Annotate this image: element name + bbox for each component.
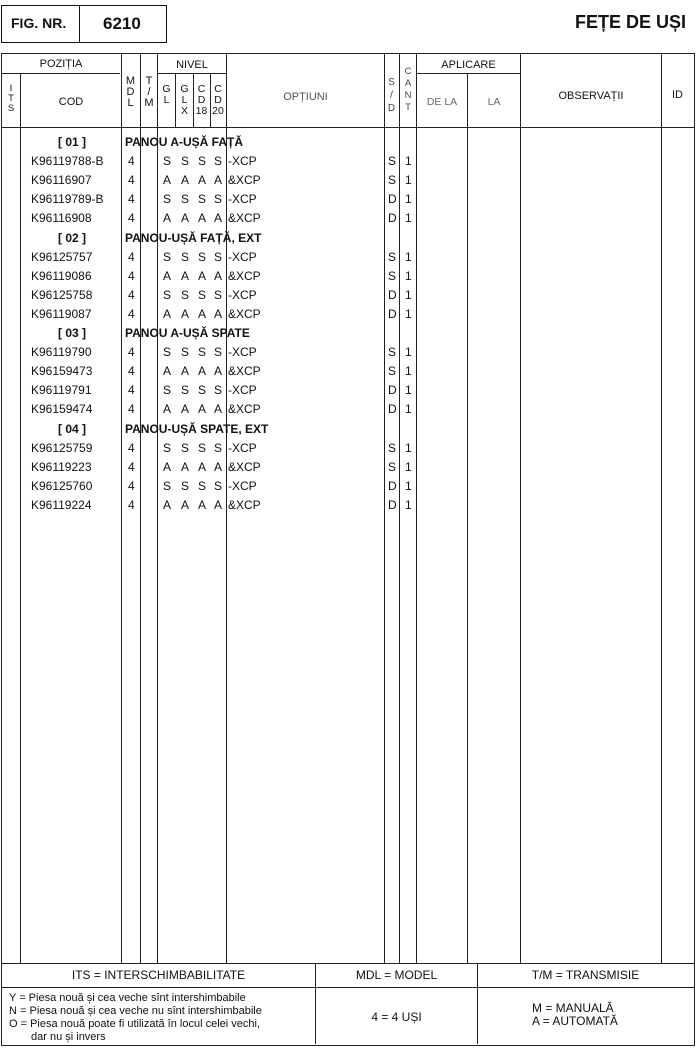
model-value: 4: [128, 383, 135, 398]
nivel-value: S: [198, 440, 207, 455]
part-code: K96125760: [31, 478, 93, 493]
nivel-value: S: [181, 249, 190, 264]
part-code: K96159473: [31, 364, 93, 379]
quantity-value: 1: [405, 440, 412, 455]
nivel-value: A: [163, 306, 172, 321]
nivel-value: A: [163, 268, 172, 283]
footer-mdl-title: MDL = MODEL: [355, 968, 438, 982]
header-de-la: DE LA: [426, 96, 458, 108]
nivel-value: A: [163, 497, 172, 512]
quantity-value: 1: [405, 364, 412, 379]
quantity-value: 1: [405, 173, 412, 188]
side-value: S: [388, 345, 397, 360]
nivel-value: A: [181, 211, 190, 226]
part-code: K96116908: [31, 211, 92, 226]
model-value: 4: [128, 306, 135, 321]
nivel-value: S: [163, 383, 172, 398]
nivel-value: A: [198, 268, 207, 283]
group-title: PANOU-UȘĂ FAȚĂ, EXT: [125, 230, 262, 245]
quantity-value: 1: [405, 154, 412, 169]
part-code: K96125757: [31, 249, 93, 264]
header-line-aplicare: [416, 73, 520, 74]
nivel-value: S: [163, 440, 172, 455]
nivel-value: S: [181, 345, 190, 360]
quantity-value: 1: [405, 287, 412, 302]
col-line-cod: [121, 53, 122, 963]
group-number: [ 01 ]: [58, 135, 87, 149]
nivel-value: S: [198, 287, 207, 302]
nivel-value: S: [214, 192, 223, 207]
part-code: K96119788-B: [31, 154, 104, 169]
model-value: 4: [128, 173, 135, 188]
footer-tm-title: T/M = TRANSMISIE: [531, 968, 640, 982]
header-la: LA: [487, 96, 501, 108]
part-code: K96119789-B: [31, 192, 104, 207]
header-bottom-line: [2, 127, 694, 128]
option-code: -XCP: [228, 154, 257, 169]
side-value: D: [388, 478, 397, 493]
header-aplicare: APLICARE: [441, 59, 496, 71]
nivel-value: A: [181, 173, 190, 188]
option-code: &XCP: [228, 268, 261, 283]
nivel-value: S: [198, 383, 207, 398]
option-code: &XCP: [228, 402, 261, 417]
nivel-value: S: [181, 192, 190, 207]
quantity-value: 1: [405, 497, 412, 512]
footer-tm-line: A = AUTOMATĂ: [532, 1014, 618, 1028]
header-id: ID: [672, 89, 683, 101]
option-code: &XCP: [228, 497, 261, 512]
model-value: 4: [128, 364, 135, 379]
model-value: 4: [128, 249, 135, 264]
side-value: S: [388, 249, 397, 264]
option-code: &XCP: [228, 211, 261, 226]
nivel-value: S: [163, 192, 172, 207]
nivel-value: S: [214, 440, 223, 455]
option-code: -XCP: [228, 249, 257, 264]
model-value: 4: [128, 192, 135, 207]
fig-box-divider: [79, 6, 80, 42]
header-nivel-gl: G L: [162, 83, 171, 106]
option-code: &XCP: [228, 459, 261, 474]
part-code: K96119790: [31, 345, 92, 360]
nivel-value: S: [181, 440, 190, 455]
option-code: &XCP: [228, 306, 261, 321]
model-value: 4: [128, 402, 135, 417]
nivel-value: S: [163, 478, 172, 493]
nivel-value: A: [198, 402, 207, 417]
model-value: 4: [128, 478, 135, 493]
side-value: S: [388, 364, 397, 379]
nivel-value: A: [214, 459, 223, 474]
nivel-value: S: [214, 345, 223, 360]
nivel-value: A: [198, 173, 207, 188]
nivel-value: S: [198, 192, 207, 207]
nivel-value: S: [198, 249, 207, 264]
side-value: D: [388, 383, 397, 398]
nivel-value: A: [214, 402, 223, 417]
nivel-value: A: [214, 211, 223, 226]
part-code: K96119086: [31, 268, 92, 283]
part-code: K96119791: [31, 383, 92, 398]
header-line-nivel: [157, 73, 226, 74]
nivel-value: A: [214, 268, 223, 283]
nivel-value: A: [198, 211, 207, 226]
col-line-optiuni: [384, 53, 385, 963]
nivel-value: S: [163, 345, 172, 360]
nivel-value: A: [163, 459, 172, 474]
nivel-value: A: [214, 497, 223, 512]
fig-label: FIG. NR.: [11, 15, 67, 31]
model-value: 4: [128, 154, 135, 169]
footer-its-title: ITS = INTERSCHIMBABILITATE: [71, 968, 246, 982]
nivel-value: A: [198, 459, 207, 474]
nivel-value: A: [163, 364, 172, 379]
nivel-value: S: [214, 249, 223, 264]
option-code: &XCP: [228, 173, 261, 188]
side-value: D: [388, 497, 397, 512]
side-value: D: [388, 192, 397, 207]
header-nivel-cd20: C D 20: [212, 83, 224, 117]
nivel-value: S: [181, 287, 190, 302]
header-sd: S / D: [387, 77, 396, 114]
footer-mdl-value: 4 = 4 UȘI: [371, 1010, 422, 1024]
group-number: [ 04 ]: [58, 421, 87, 436]
nivel-value: A: [181, 268, 190, 283]
header-pozitia: POZIȚIA: [39, 58, 83, 70]
col-line-observatii: [661, 53, 662, 963]
model-value: 4: [128, 440, 135, 455]
footer-its-line: dar nu și invers: [31, 1031, 106, 1043]
group-number: [ 03 ]: [58, 326, 87, 340]
header-optiuni: OPȚIUNI: [283, 91, 328, 103]
nivel-value: S: [163, 154, 172, 169]
col-line-sd: [399, 53, 400, 963]
col-line-nivel: [226, 53, 227, 963]
quantity-value: 1: [405, 478, 412, 493]
part-code: K96119087: [31, 306, 92, 321]
option-code: &XCP: [228, 364, 261, 379]
quantity-value: 1: [405, 192, 412, 207]
nivel-value: A: [198, 497, 207, 512]
side-value: S: [388, 440, 397, 455]
model-value: 4: [128, 211, 135, 226]
part-code: K96116907: [31, 173, 92, 188]
option-code: -XCP: [228, 478, 257, 493]
group-title: PANOU A-UȘĂ FAȚĂ: [125, 135, 243, 149]
side-value: D: [388, 402, 397, 417]
footer-top-line: [2, 963, 694, 964]
footer-title-line: [2, 987, 694, 988]
model-value: 4: [128, 287, 135, 302]
col-line-mdl: [140, 53, 141, 963]
nivel-value: A: [163, 173, 172, 188]
header-mdl: M D L: [125, 75, 136, 109]
option-code: -XCP: [228, 192, 257, 207]
fig-number: 6210: [103, 14, 141, 33]
side-value: S: [388, 459, 397, 474]
header-cod: COD: [58, 96, 84, 108]
side-value: D: [388, 306, 397, 321]
header-its: I T S: [7, 83, 15, 114]
side-value: D: [388, 287, 397, 302]
part-code: K96159474: [31, 402, 93, 417]
col-line-la: [520, 53, 521, 963]
nivel-value: S: [198, 345, 207, 360]
col-line-cant: [416, 53, 417, 963]
nivel-value: A: [163, 211, 172, 226]
part-code: K96119224: [31, 497, 92, 512]
nivel-value: S: [214, 478, 223, 493]
quantity-value: 1: [405, 345, 412, 360]
footer-its-line: Y = Piesa nouă și cea veche sînt intershimbabile: [9, 992, 246, 1004]
nivel-value: S: [198, 154, 207, 169]
nivel-value: A: [163, 402, 172, 417]
quantity-value: 1: [405, 383, 412, 398]
model-value: 4: [128, 459, 135, 474]
header-nivel-glx: G L X: [180, 83, 189, 117]
option-code: -XCP: [228, 345, 257, 360]
footer-its-line: O = Piesa nouă poate fi utilizată în locul celei vechi,: [9, 1018, 261, 1030]
nivel-value: S: [181, 154, 190, 169]
header-observatii: OBSERVAȚII: [558, 90, 624, 102]
nivel-value: A: [214, 173, 223, 188]
nivel-value: S: [181, 383, 190, 398]
quantity-value: 1: [405, 402, 412, 417]
nivel-value: S: [181, 478, 190, 493]
nivel-value: A: [181, 364, 190, 379]
nivel-value: S: [214, 383, 223, 398]
col-line-tm: [157, 53, 158, 963]
nivel-value: S: [163, 249, 172, 264]
nivel-value: S: [163, 287, 172, 302]
group-number: [ 02 ]: [58, 230, 87, 245]
nivel-value: A: [214, 364, 223, 379]
nivel-value: A: [181, 459, 190, 474]
quantity-value: 1: [405, 268, 412, 283]
option-code: -XCP: [228, 440, 257, 455]
header-nivel: NIVEL: [176, 59, 208, 71]
nivel-value: S: [214, 154, 223, 169]
footer-tm-line: M = MANUALĂ: [532, 1001, 614, 1015]
header-cant: C A N T: [404, 66, 412, 113]
quantity-value: 1: [405, 211, 412, 226]
nivel-value: A: [181, 497, 190, 512]
quantity-value: 1: [405, 249, 412, 264]
nivel-value: A: [198, 306, 207, 321]
model-value: 4: [128, 345, 135, 360]
table-frame: [1, 53, 695, 1046]
side-value: D: [388, 211, 397, 226]
nivel-value: A: [181, 402, 190, 417]
col-line-its: [20, 74, 21, 963]
part-code: K96125759: [31, 440, 93, 455]
part-code: K96125758: [31, 287, 93, 302]
page-title: FEȚE DE UȘI: [574, 12, 686, 32]
group-title: PANOU A-UȘĂ SPATE: [125, 326, 250, 340]
side-value: S: [388, 173, 397, 188]
side-value: S: [388, 268, 397, 283]
side-value: S: [388, 154, 397, 169]
nivel-value: A: [214, 306, 223, 321]
model-value: 4: [128, 268, 135, 283]
nivel-value: A: [198, 364, 207, 379]
nivel-value: A: [181, 306, 190, 321]
option-code: -XCP: [228, 383, 257, 398]
quantity-value: 1: [405, 459, 412, 474]
col-line-dela: [467, 74, 468, 963]
footer-its-line: N = Piesa nouă și cea veche nu sînt intershimbabile: [9, 1005, 262, 1017]
group-title: PANOU-UȘĂ SPATE, EXT: [125, 421, 269, 436]
quantity-value: 1: [405, 306, 412, 321]
part-code: K96119223: [31, 459, 92, 474]
header-nivel-cd18: C D 18: [195, 83, 208, 117]
nivel-value: S: [198, 478, 207, 493]
nivel-value: S: [214, 287, 223, 302]
option-code: -XCP: [228, 287, 257, 302]
header-tm: T / M: [144, 75, 154, 109]
model-value: 4: [128, 497, 135, 512]
